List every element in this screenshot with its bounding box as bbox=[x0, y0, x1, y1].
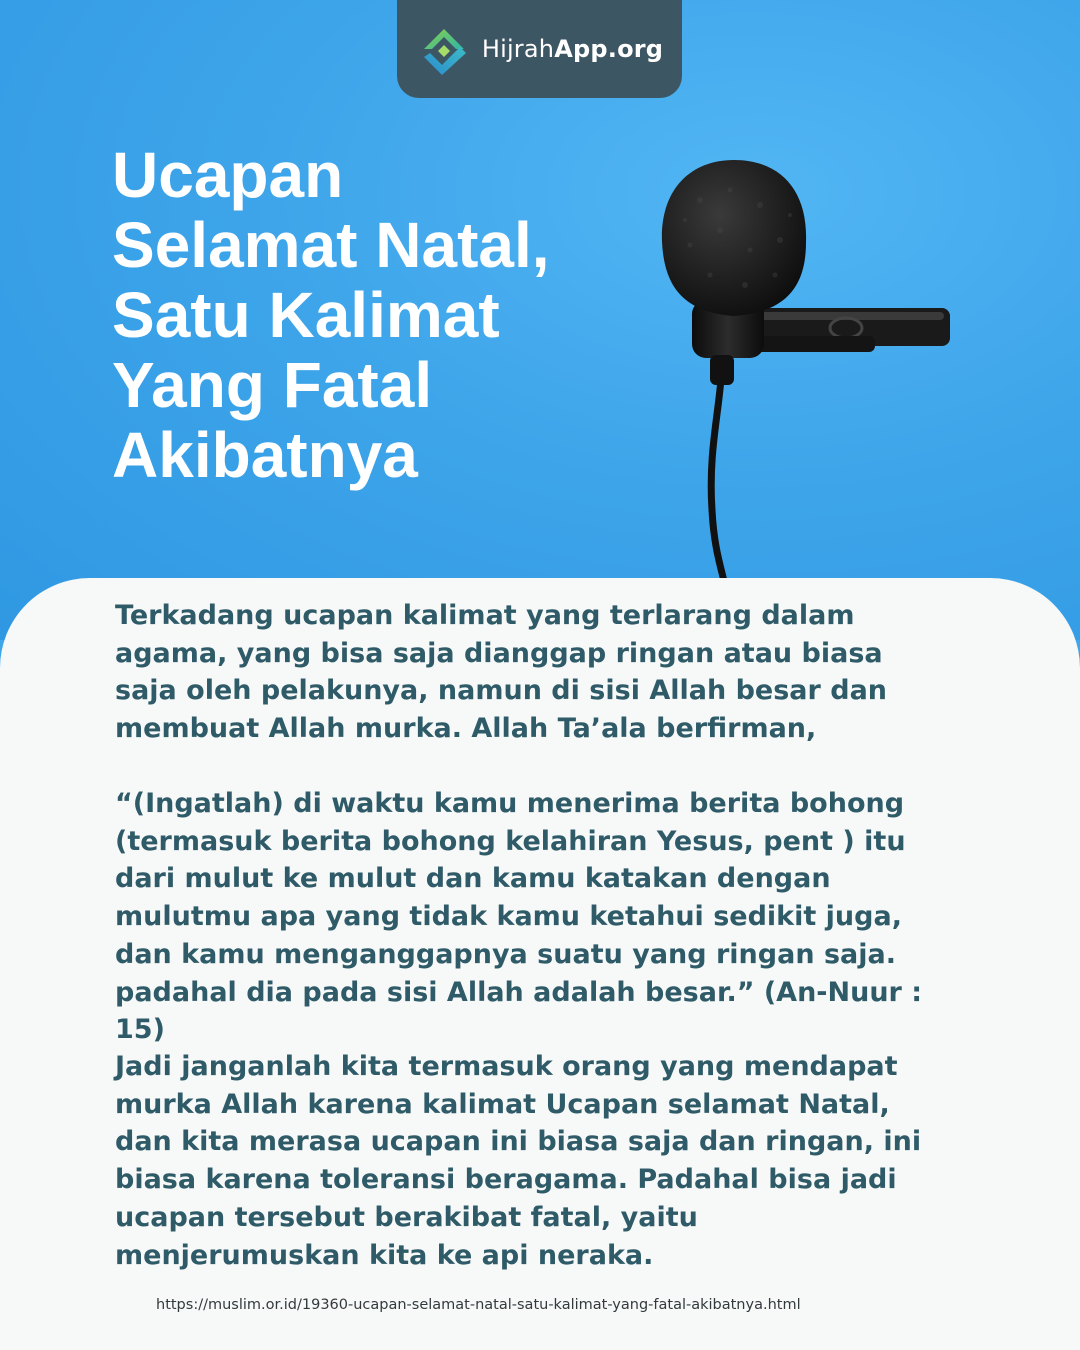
hijrahapp-logo-icon bbox=[416, 21, 472, 77]
lavalier-microphone-illustration bbox=[650, 150, 970, 590]
source-link[interactable]: https://muslim.or.id/19360-ucapan-selamat-natal-satu-kalimat-yang-fatal-akibatnya.html bbox=[156, 1297, 801, 1313]
brand-name bbox=[482, 35, 663, 63]
brand-logo-tab bbox=[397, 0, 682, 98]
brand-name-suffix: .org bbox=[607, 35, 664, 63]
title-line: Akibatnya bbox=[112, 419, 418, 491]
page-title bbox=[112, 140, 632, 490]
paragraph-conclusion: Jadi janganlah kita termasuk orang yang mendapat murka Allah karena kalimat Ucapan selamat Natal, dan kita merasa ucapan ini biasa saja dan ringan, ini biasa karena toleransi beragama. Padahal bisa jadi ucapan tersebut berakibat fatal, yaitu menjerumuskan kita ke api neraka. bbox=[115, 1051, 922, 1271]
title-line: Satu Kalimat bbox=[112, 279, 500, 351]
title-line: Yang Fatal bbox=[112, 349, 433, 421]
brand-name-light: Hijrah bbox=[481, 35, 555, 63]
paragraph-intro: Terkadang ucapan kalimat yang terlarang dalam agama, yang bisa saja dianggap ringan atau biasa saja oleh pelakunya, namun di sisi Allah besar dan membuat Allah murka. Allah Ta’ala berfirman, bbox=[115, 600, 888, 745]
brand-name-bold: App bbox=[554, 35, 608, 63]
paragraph-quote: “(Ingatlah) di waktu kamu menerima berita bohong (termasuk berita bohong kelahiran Yesus, pent ) itu dari mulut ke mulut dan kamu katakan dengan mulutmu apa yang tidak kamu ketahui sedikit juga, dan kamu menganggapnya suatu yang ringan saja. padahal dia pada sisi Allah adalah besar.” (An-Nuur : 15) bbox=[115, 788, 923, 1046]
title-line: Ucapan bbox=[112, 139, 344, 211]
title-line: Selamat Natal, bbox=[112, 209, 550, 281]
